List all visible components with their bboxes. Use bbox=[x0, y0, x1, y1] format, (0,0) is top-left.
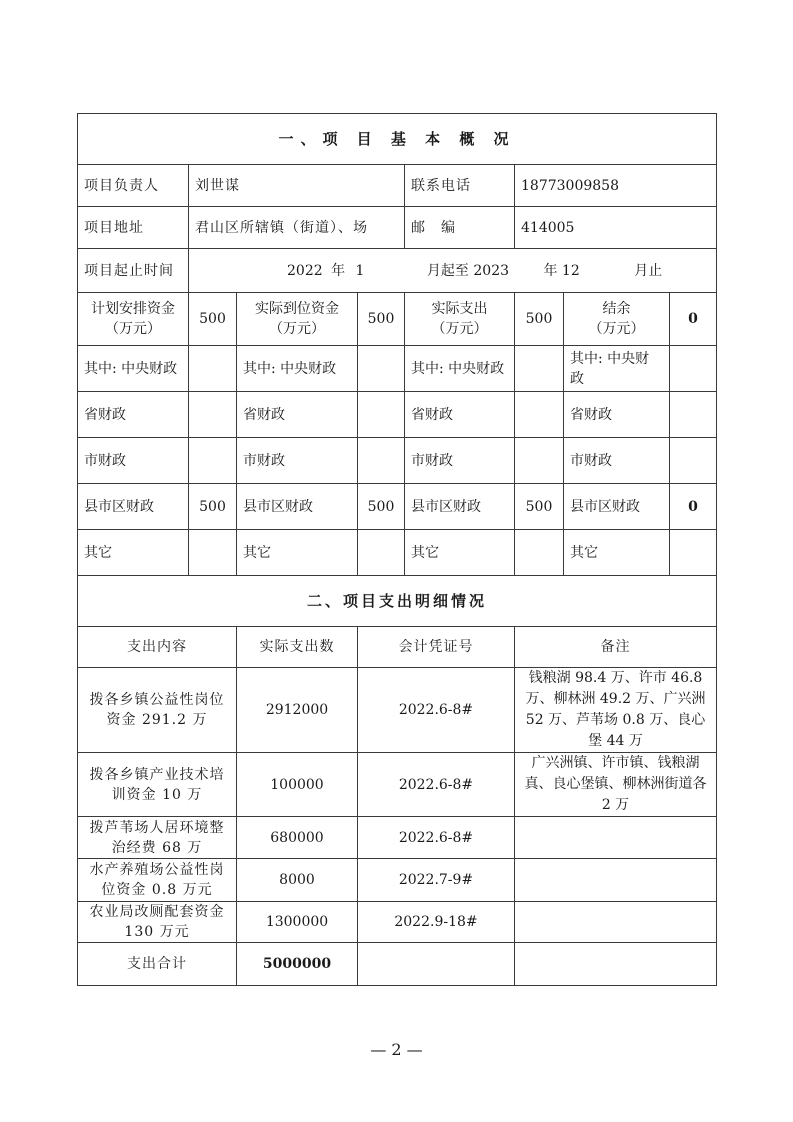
funds-label: 市财政 bbox=[237, 438, 358, 484]
expense-amount: 2912000 bbox=[237, 668, 358, 753]
header-voucher: 会计凭证号 bbox=[358, 627, 515, 668]
page-number: — 2 — bbox=[370, 1040, 423, 1059]
funds-value bbox=[358, 530, 405, 576]
funds-header-row bbox=[78, 293, 717, 346]
received-funds-value: 500 bbox=[358, 293, 405, 346]
actual-spend-label-line2: （万元） bbox=[431, 321, 488, 337]
expense-note bbox=[515, 902, 717, 943]
total-note-empty bbox=[515, 943, 717, 986]
funds-value bbox=[670, 438, 717, 484]
received-funds-label-line2: （万元） bbox=[269, 321, 325, 337]
funds-label: 县市区财政 bbox=[564, 484, 670, 530]
address-value: 君山区所辖镇（街道）、场 bbox=[189, 207, 405, 249]
funds-value: 500 bbox=[189, 484, 237, 530]
funds-label: 其中: 中央财政 bbox=[564, 346, 670, 392]
postcode-value: 414005 bbox=[515, 207, 717, 249]
header-amount: 实际支出数 bbox=[237, 627, 358, 668]
funds-value bbox=[358, 346, 405, 392]
funds-value bbox=[358, 392, 405, 438]
project-summary-table bbox=[77, 113, 716, 986]
expense-total-row bbox=[78, 943, 717, 986]
funds-label: 其它 bbox=[237, 530, 358, 576]
funds-label: 其它 bbox=[405, 530, 515, 576]
funds-value: 500 bbox=[515, 484, 564, 530]
funds-label: 县市区财政 bbox=[405, 484, 515, 530]
expense-content: 拨各乡镇公益性岗位资金 291.2 万 bbox=[78, 668, 237, 753]
funds-value bbox=[515, 392, 564, 438]
period-value bbox=[189, 249, 717, 293]
expense-amount: 680000 bbox=[237, 817, 358, 859]
expense-row bbox=[78, 859, 717, 902]
expense-note bbox=[515, 817, 717, 859]
expense-content: 拨芦苇场人居环境整治经费 68 万 bbox=[78, 817, 237, 859]
funds-label: 省财政 bbox=[237, 392, 358, 438]
header-content: 支出内容 bbox=[78, 627, 237, 668]
actual-spend-label-line1: 实际支出 bbox=[431, 301, 488, 317]
funds-row-central bbox=[78, 346, 717, 392]
funds-value bbox=[515, 530, 564, 576]
planned-funds-value: 500 bbox=[189, 293, 237, 346]
expense-note bbox=[515, 859, 717, 902]
actual-spend-label bbox=[405, 293, 515, 346]
funds-value bbox=[515, 438, 564, 484]
expense-content: 拨各乡镇产业技术培训资金 10 万 bbox=[78, 753, 237, 817]
planned-funds-label-line2: （万元） bbox=[105, 321, 161, 337]
funds-value bbox=[515, 346, 564, 392]
expense-content: 水产养殖场公益性岗位资金 0.8 万元 bbox=[78, 859, 237, 902]
expense-note: 广兴洲镇、许市镇、钱粮湖真、良心堡镇、柳林洲街道各 2 万 bbox=[515, 753, 717, 817]
period-end-month: 12 bbox=[561, 262, 580, 279]
funds-row-province bbox=[78, 392, 717, 438]
expense-amount: 8000 bbox=[237, 859, 358, 902]
section2-title: 二、项目支出明细情况 bbox=[78, 576, 717, 627]
funds-label: 其它 bbox=[78, 530, 189, 576]
expense-detail-table bbox=[77, 626, 717, 986]
received-funds-label bbox=[237, 293, 358, 346]
funds-row-other bbox=[78, 530, 717, 576]
expense-row bbox=[78, 817, 717, 859]
balance-label bbox=[564, 293, 670, 346]
funds-value bbox=[670, 392, 717, 438]
funds-value bbox=[189, 530, 237, 576]
period-from-to: 月起至 bbox=[426, 262, 469, 279]
funds-label: 其中: 中央财政 bbox=[405, 346, 515, 392]
balance-label-line2: （万元） bbox=[588, 321, 645, 337]
header-note: 备注 bbox=[515, 627, 717, 668]
expense-content: 农业局改厕配套资金 130 万元 bbox=[78, 902, 237, 943]
period-year-word-1: 年 bbox=[331, 262, 346, 279]
expense-voucher: 2022.7-9# bbox=[358, 859, 515, 902]
expense-amount: 1300000 bbox=[237, 902, 358, 943]
funds-value bbox=[670, 530, 717, 576]
expense-voucher: 2022.6-8# bbox=[358, 817, 515, 859]
total-label: 支出合计 bbox=[78, 943, 237, 986]
expense-row bbox=[78, 753, 717, 817]
total-value: 5000000 bbox=[237, 943, 358, 986]
funds-label: 市财政 bbox=[78, 438, 189, 484]
leader-label: 项目负责人 bbox=[78, 165, 189, 207]
funds-value bbox=[670, 346, 717, 392]
expense-header-row bbox=[78, 627, 717, 668]
expense-voucher: 2022.6-8# bbox=[358, 668, 515, 753]
funds-label: 其中: 中央财政 bbox=[237, 346, 358, 392]
expense-voucher: 2022.6-8# bbox=[358, 753, 515, 817]
expense-note: 钱粮湖 98.4 万、许市 46.8 万、柳林洲 49.2 万、广兴洲 52 万、芦苇场 0.8 万、良心堡 44 万 bbox=[515, 668, 717, 753]
funds-label: 其它 bbox=[564, 530, 670, 576]
total-voucher-empty bbox=[358, 943, 515, 986]
postcode-label: 邮 编 bbox=[405, 207, 515, 249]
funds-value bbox=[189, 346, 237, 392]
period-label: 项目起止时间 bbox=[78, 249, 189, 293]
funds-label: 县市区财政 bbox=[237, 484, 358, 530]
expense-row bbox=[78, 668, 717, 753]
leader-value: 刘世谋 bbox=[189, 165, 405, 207]
funds-label: 市财政 bbox=[405, 438, 515, 484]
funds-value bbox=[358, 438, 405, 484]
funds-label: 省财政 bbox=[78, 392, 189, 438]
funds-value bbox=[189, 392, 237, 438]
received-funds-label-line1: 实际到位资金 bbox=[255, 301, 339, 317]
address-label: 项目地址 bbox=[78, 207, 189, 249]
balance-label-line1: 结余 bbox=[602, 301, 631, 317]
phone-label: 联系电话 bbox=[405, 165, 515, 207]
expense-voucher: 2022.9-18# bbox=[358, 902, 515, 943]
funds-row-county bbox=[78, 484, 717, 530]
funds-value: 500 bbox=[358, 484, 405, 530]
period-year-word-2: 年 bbox=[543, 262, 558, 279]
planned-funds-label-line1: 计划安排资金 bbox=[91, 301, 175, 317]
funds-value: 0 bbox=[670, 484, 717, 530]
balance-value: 0 bbox=[670, 293, 717, 346]
funds-label: 市财政 bbox=[564, 438, 670, 484]
funds-row-city bbox=[78, 438, 717, 484]
phone-value: 18773009858 bbox=[515, 165, 717, 207]
funds-label: 其中: 中央财政 bbox=[78, 346, 189, 392]
funds-label: 省财政 bbox=[564, 392, 670, 438]
funds-label: 省财政 bbox=[405, 392, 515, 438]
period-start-year: 2022 bbox=[287, 262, 323, 279]
actual-spend-value: 500 bbox=[515, 293, 564, 346]
period-end-word: 月止 bbox=[634, 262, 663, 279]
planned-funds-label bbox=[78, 293, 189, 346]
period-end-year: 2023 bbox=[473, 262, 510, 279]
expense-amount: 100000 bbox=[237, 753, 358, 817]
funds-value bbox=[189, 438, 237, 484]
expense-row bbox=[78, 902, 717, 943]
funds-label: 县市区财政 bbox=[78, 484, 189, 530]
period-start-month: 1 bbox=[355, 262, 365, 279]
section1-title: 一、项 目 基 本 概 况 bbox=[78, 114, 717, 165]
